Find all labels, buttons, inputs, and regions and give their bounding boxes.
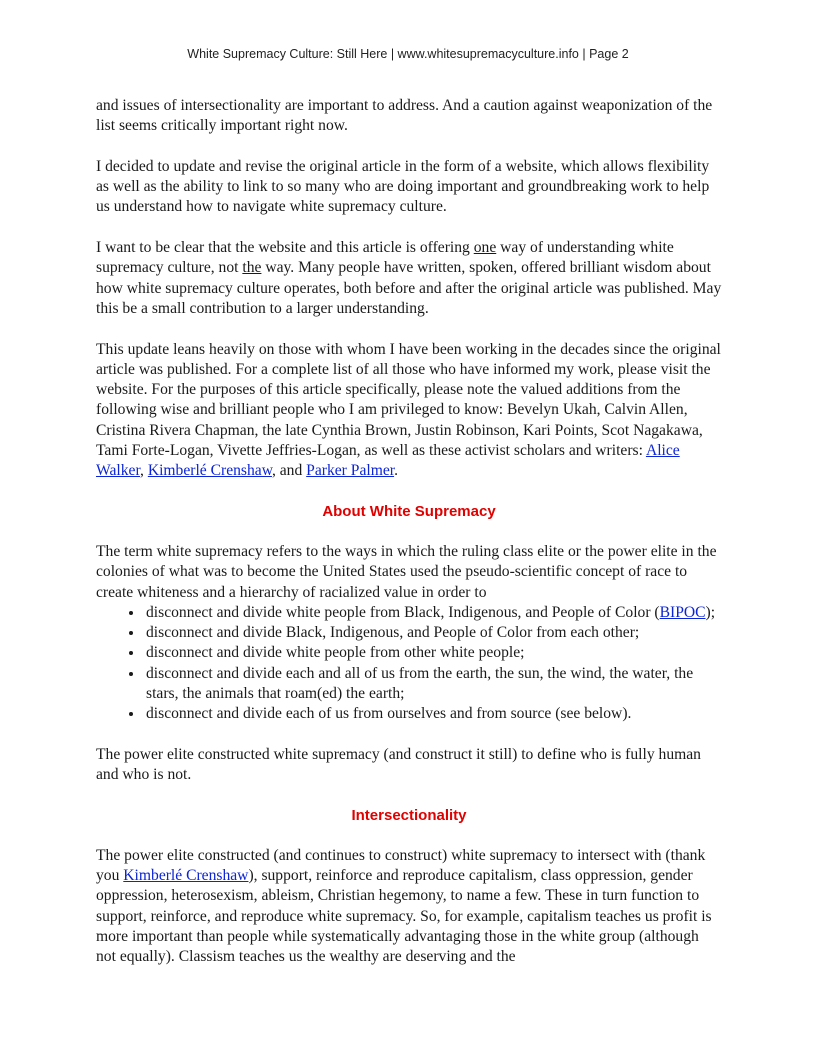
section2-paragraph xyxy=(96,846,722,968)
section1-intro: The term white supremacy refers to the ways in which the ruling class elite or the power elite in the colonies of what was to become the United States used the pseudo-scientific concept of race to create whiteness and a hierarchy of racialized value in order to xyxy=(96,542,717,601)
list-item xyxy=(144,603,722,623)
text-run: , and xyxy=(271,462,307,480)
paragraph-3 xyxy=(96,238,722,319)
text-run: , xyxy=(140,462,148,480)
text-run: ); xyxy=(705,603,716,621)
paragraph-4 xyxy=(96,340,722,482)
text-run: way. Many people have written, spoken, offered brilliant wisdom about how white supremacy culture operates, both before and after the original article was published. May this be a small contribution to a larger understanding. xyxy=(96,259,722,317)
text-run: disconnect and divide white people from Black, Indigenous, and People of Color ( xyxy=(146,603,660,621)
link-bipoc[interactable]: BIPOC xyxy=(659,603,706,621)
text-run: I want to be clear that the website and this article is offering xyxy=(96,239,474,257)
list-item: • disconnect and divide each of us from ourselves and from source (see below). xyxy=(144,704,722,724)
text-run: . xyxy=(394,462,398,480)
link-kimberle-crenshaw-2[interactable]: Kimberlé Crenshaw xyxy=(123,867,249,885)
link-parker-palmer[interactable]: Parker Palmer xyxy=(306,462,395,480)
bullet-list xyxy=(96,603,722,725)
text-run: way of understanding white supremacy culture, not xyxy=(96,239,674,277)
list-item: • disconnect and divide each and all of us from the earth, the sun, the wind, the water, the stars, the animals that roam(ed) the earth; xyxy=(144,664,722,705)
section1-closing: The power elite constructed white supremacy (and construct it still) to define who is fully human and who is not. xyxy=(96,745,701,784)
emphasis-one: one xyxy=(473,239,497,257)
list-item: • disconnect and divide Black, Indigenous, and People of Color from each other; xyxy=(144,623,722,643)
heading-about-white-supremacy: About White Supremacy xyxy=(322,502,496,520)
text-run: The power elite constructed (and continues to construct) white supremacy to intersect with (thank you xyxy=(96,846,706,885)
list-item: • disconnect and divide white people from other white people; xyxy=(144,643,722,663)
text-run: ), support, reinforce and reproduce capitalism, class oppression, gender oppression, heterosexism, ableism, Christian hegemony, to name a few. These in turn function to support, reinforce, and reproduce white supremacy. So, for example, capitalism teaches us profit is more important than people while systematically advantaging those in the white group (although not equally). Classism teaches us the wealthy are deserving and the xyxy=(96,867,712,966)
page-header: White Supremacy Culture: Still Here | www.whitesupremacyculture.info | Page 2 xyxy=(187,47,629,61)
link-kimberle-crenshaw[interactable]: Kimberlé Crenshaw xyxy=(147,462,272,480)
heading-intersectionality: Intersectionality xyxy=(351,806,467,824)
paragraph-1: and issues of intersectionality are important to address. And a caution against weaponization of the list seems critically important right now. xyxy=(96,97,713,135)
document-body xyxy=(96,96,722,988)
paragraph-2: I decided to update and revise the original article in the form of a website, which allows flexibility as well as the ability to link to so many who are doing important and groundbreaking work to help us understand how to navigate white supremacy culture. xyxy=(96,157,710,216)
text-run: This update leans heavily on those with whom I have been working in the decades since the original article was published. For a complete list of all those who have informed my work, please visit the website. For the purposes of this article specifically, please note the valued additions from the following wise and brilliant people who I am privileged to know: Bevelyn Ukah, Calvin Allen, Cristina Rivera Chapman, the late Cynthia Brown, Justin Robinson, Kari Points, Scot Nagakawa, Tami Forte-Logan, Vivette Jeffries-Logan, as well as these activist scholars and writers: xyxy=(96,340,721,460)
link-alice-walker[interactable]: Alice Walker xyxy=(96,442,680,480)
emphasis-the: the xyxy=(242,259,262,277)
